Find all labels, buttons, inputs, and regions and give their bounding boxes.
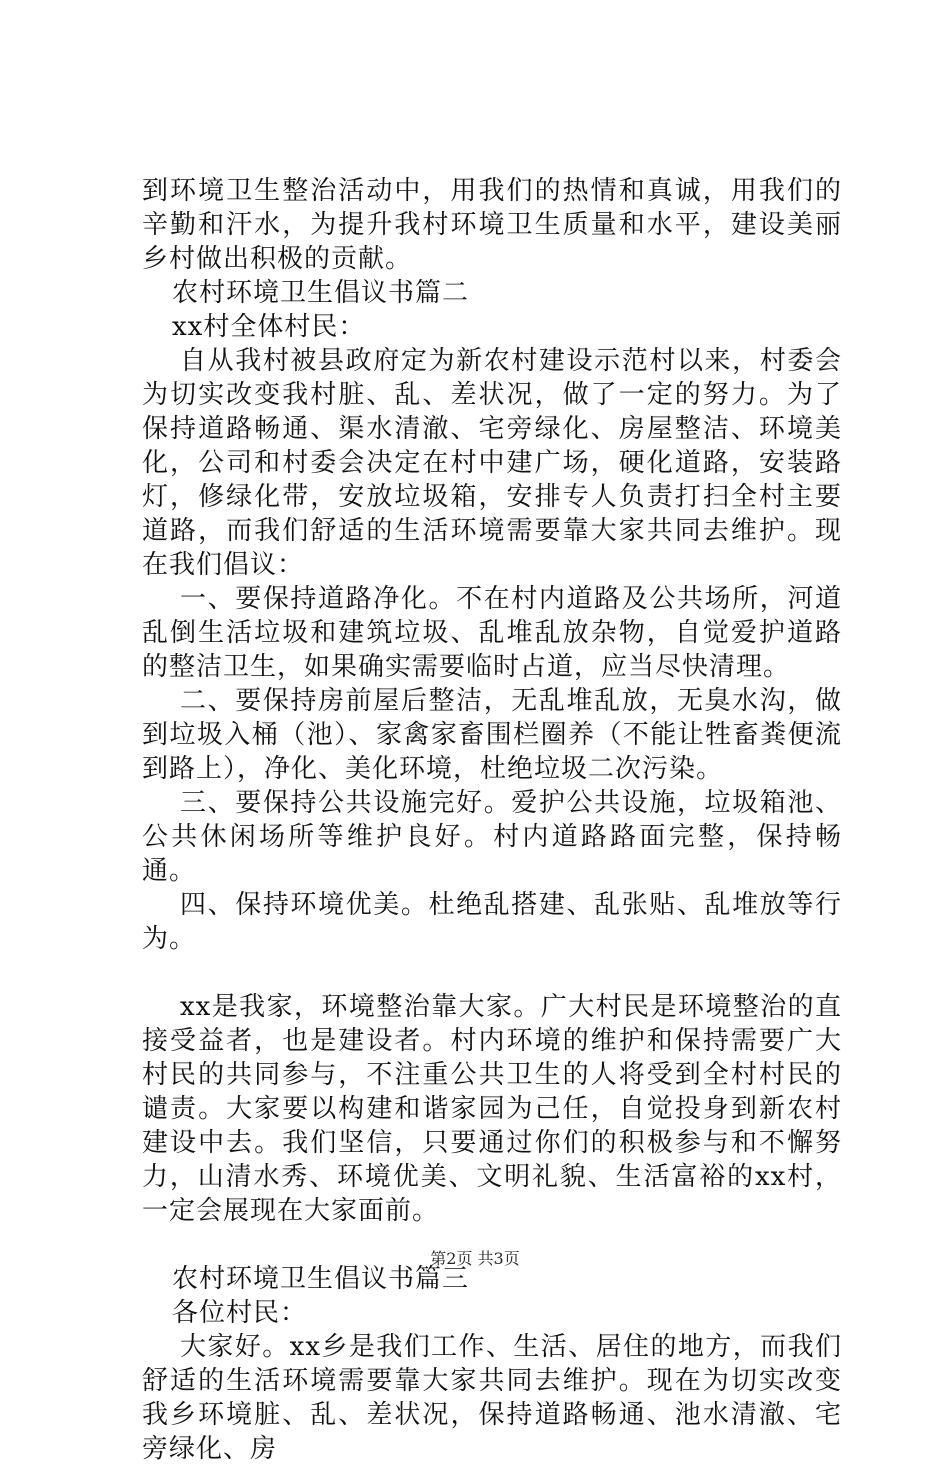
proposal-item-two: 二、要保持房前屋后整洁，无乱堆乱放，无臭水沟，做到垃圾入桶（池）、家禽家畜围栏圈养（不能让牲畜粪便流到路上），净化、美化环境，杜绝垃圾二次污染。 [142, 686, 842, 784]
paragraph-closing-two: xx是我家，环境整治靠大家。广大村民是环境整治的直接受益者，也是建设者。村内环境的维护和保持需要广大村民的共同参与，不注重公共卫生的人将受到全村村民的谴责。大家要以构建和谐家园为己任，自觉投身到新农村建设中去。我们坚信，只要通过你们的积极参与和不懈努力，山清水秀、环境优美、文明礼貌、生活富裕的xx村，一定会展现在大家面前。 [142, 992, 842, 1226]
proposal-item-three: 三、要保持公共设施完好。爱护公共设施，垃圾箱池、公共休闲场所等维护良好。村内道路路面完整，保持畅通。 [142, 788, 842, 886]
proposal-item-four: 四、保持环境优美。杜绝乱搭建、乱张贴、乱堆放等行为。 [142, 890, 842, 954]
proposal-item-one: 一、要保持道路净化。不在村内道路及公共场所，河道乱倒生活垃圾和建筑垃圾、乱堆乱放杂物，自觉爱护道路的整洁卫生，如果确实需要临时占道，应当尽快清理。 [142, 584, 842, 682]
salutation-three: 各位村民： [172, 1298, 308, 1328]
paragraph-continuation: 到环境卫生整治活动中，用我们的热情和真诚，用我们的辛勤和汗水，为提升我村环境卫生质量和水平，建设美丽乡村做出积极的贡献。 [142, 176, 842, 274]
document-body [142, 174, 842, 1466]
blank-line [142, 956, 842, 990]
paragraph-intro-two: 自从我村被县政府定为新农村建设示范村以来，村委会为切实改变我村脏、乱、差状况，做了一定的努力。为了保持道路畅通、渠水清澈、宅旁绿化、房屋整洁、环境美化，公司和村委会决定在村中建广场，硬化道路，安装路灯，修绿化带，安放垃圾箱，安排专人负责打扫全村主要道路，而我们舒适的生活环境需要靠大家共同去维护。现在我们倡议： [142, 346, 842, 580]
salutation-two: xx村全体村民： [172, 312, 366, 342]
page-footer: 第2页 共3页 [430, 1249, 520, 1268]
section-title-two: 农村环境卫生倡议书篇二 [172, 278, 470, 308]
paragraph-intro-three: 大家好。xx乡是我们工作、生活、居住的地方，而我们舒适的生活环境需要靠大家共同去维护。现在为切实改变我乡环境脏、乱、差状况，保持道路畅通、池水清澈、宅旁绿化、房 [142, 1332, 842, 1464]
section-title-three: 农村环境卫生倡议书篇三 [172, 1264, 470, 1294]
